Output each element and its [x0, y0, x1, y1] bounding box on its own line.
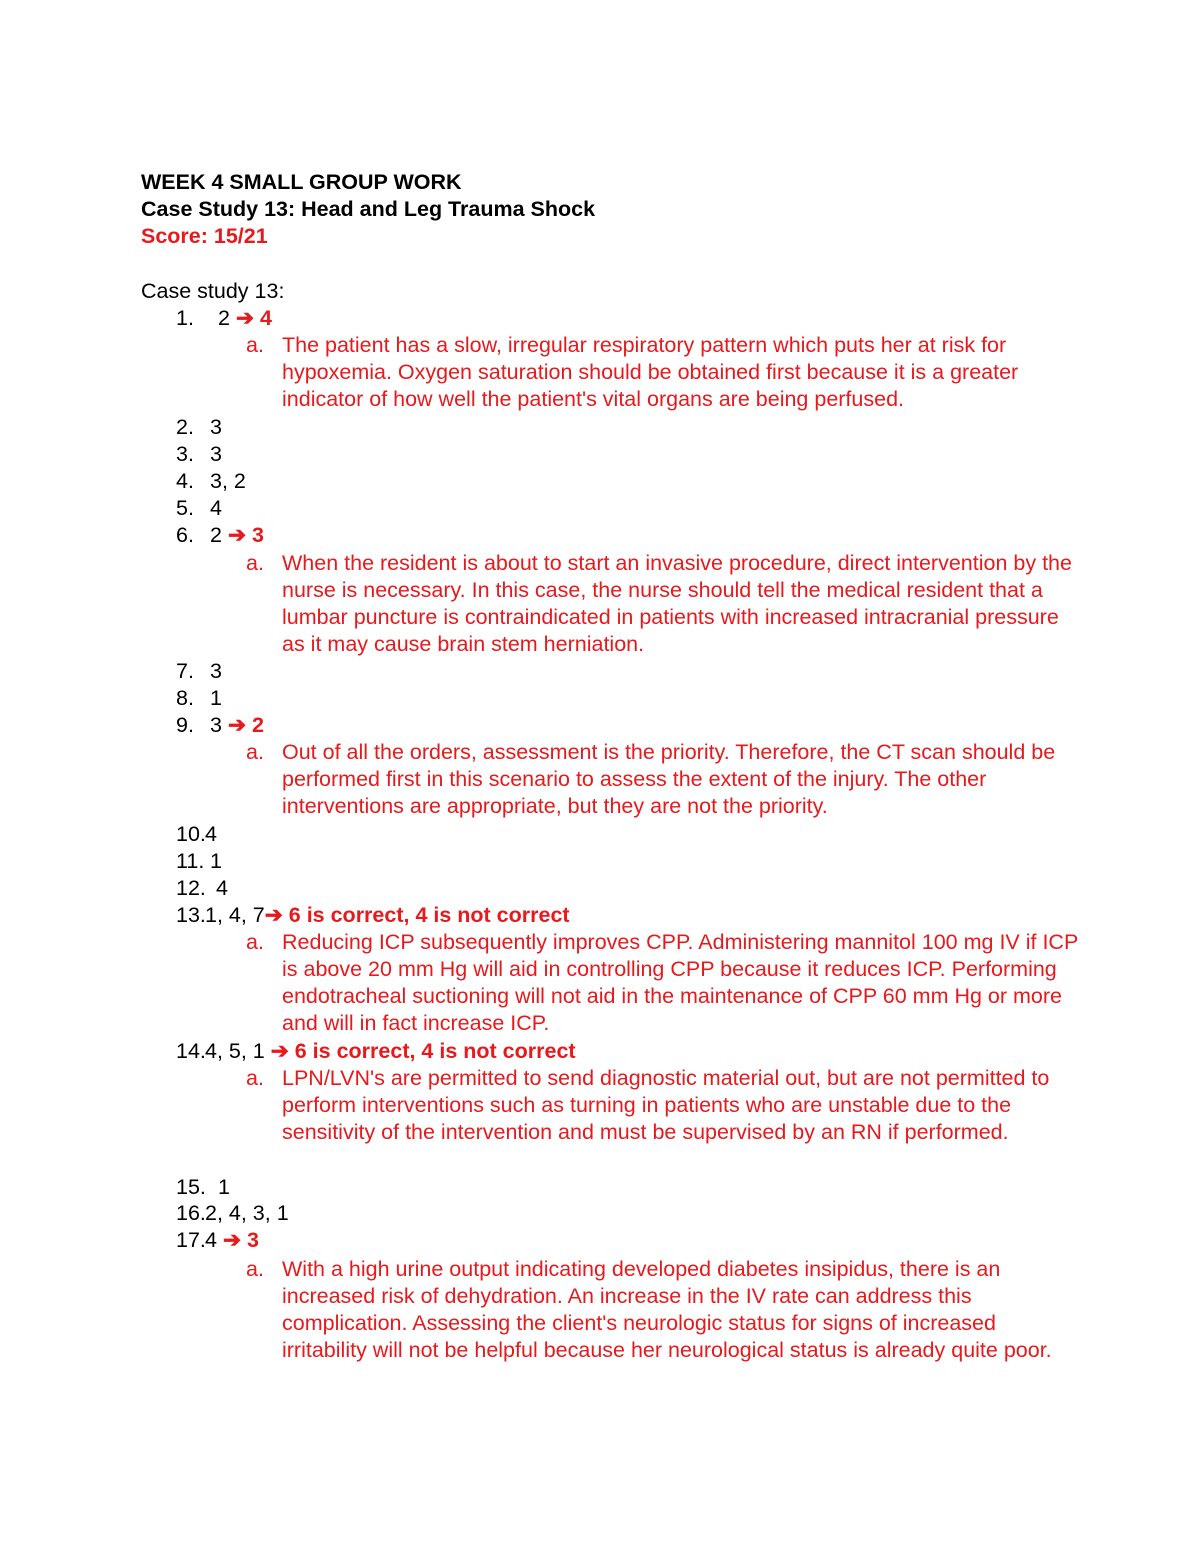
item-number: 10.	[176, 822, 206, 846]
note-letter: a.	[246, 1066, 264, 1090]
item-correction: 3	[246, 1228, 259, 1252]
item-answer: 1	[210, 686, 222, 710]
intro-heading: Case study 13:	[141, 279, 285, 303]
item-answer: 2 ➔ 3	[210, 523, 264, 547]
item-answer: 2 ➔ 4	[218, 306, 272, 330]
item-correction: 2	[251, 713, 264, 737]
item-number: 6.	[176, 523, 194, 547]
item-number: 14.	[176, 1039, 206, 1063]
item-answer: 1	[218, 1175, 230, 1199]
note-letter: a.	[246, 1257, 264, 1281]
item-answer: 4 ➔ 3	[205, 1228, 259, 1252]
item-note: The patient has a slow, irregular respiratory pattern which puts her at risk for hypoxemia. Oxygen saturation should be obtained first because it is a greater indicator of how well the patient's vital organs are being perfused.	[282, 333, 1019, 412]
item-number: 8.	[176, 686, 194, 710]
item-number: 7.	[176, 659, 194, 683]
note-letter: a.	[246, 333, 264, 357]
case-study-title: Case Study 13: Head and Leg Trauma Shock	[141, 197, 596, 221]
item-correction: 6 is correct, 4 is not correct	[288, 903, 570, 927]
arrow-icon: ➔	[270, 1039, 289, 1063]
item-number: 17.	[176, 1228, 206, 1252]
item-answer: 3 ➔ 2	[210, 713, 264, 737]
item-answer: 4	[205, 822, 217, 846]
arrow-icon: ➔	[227, 523, 246, 547]
item-number: 11.	[176, 849, 205, 873]
item-number: 15.	[176, 1175, 206, 1199]
item-answer: 4	[210, 496, 222, 520]
note-letter: a.	[246, 930, 264, 954]
item-note: Out of all the orders, assessment is the priority. Therefore, the CT scan should be performed first in this scenario to assess the extent of the injury. The other interventions are appropriate, but they are not the priority.	[282, 740, 1056, 819]
item-answer: 3, 2	[210, 469, 246, 493]
item-answer: 2, 4, 3, 1	[205, 1201, 289, 1225]
item-answer: 4	[216, 876, 228, 900]
item-number: 4.	[176, 469, 194, 493]
item-note: With a high urine output indicating developed diabetes insipidus, there is an increased risk of dehydration. An increase in the IV rate can address this complication. Assessing the client's neurologic status for signs of increased irritability will not be helpful because her neurological status is already quite poor.	[282, 1257, 1052, 1363]
item-note: When the resident is about to start an invasive procedure, direct intervention by the nurse is necessary. In this case, the nurse should tell the medical resident that a lumbar puncture is contraindicated in patients with increased intracranial pressure as it may cause brain stem herniation.	[282, 551, 1072, 657]
item-note: Reducing ICP subsequently improves CPP. Administering mannitol 100 mg IV if ICP is above 20 mm Hg will aid in controlling CPP because it reduces ICP. Performing endotracheal suctioning will not aid in the maintenance of CPP 60 mm Hg or more and will in fact increase ICP.	[282, 930, 1078, 1036]
item-answer: 1, 4, 7➔ 6 is correct, 4 is not correct	[205, 903, 570, 927]
item-correction: 3	[251, 523, 264, 547]
item-number: 5.	[176, 496, 194, 520]
item-answer: 3	[210, 415, 222, 439]
item-number: 12.	[176, 876, 206, 900]
arrow-icon: ➔	[222, 1228, 241, 1252]
note-letter: a.	[246, 740, 264, 764]
item-number: 16.	[176, 1201, 206, 1225]
item-number: 3.	[176, 442, 194, 466]
score: Score: 15/21	[141, 224, 268, 248]
note-letter: a.	[246, 551, 264, 575]
item-number: 2.	[176, 415, 194, 439]
item-number: 9.	[176, 713, 194, 737]
item-answer: 3	[210, 659, 222, 683]
item-answer: 4, 5, 1 ➔ 6 is correct, 4 is not correct	[205, 1039, 576, 1063]
item-note: LPN/LVN's are permitted to send diagnostic material out, but are not permitted to perform interventions such as turning in patients who are unstable due to the sensitivity of the intervention and must be supervised by an RN if performed.	[282, 1066, 1050, 1145]
item-correction: 4	[259, 306, 272, 330]
item-correction: 6 is correct, 4 is not correct	[294, 1039, 576, 1063]
item-answer: 1	[210, 849, 222, 873]
item-number: 13.	[176, 903, 206, 927]
item-answer: 3	[210, 442, 222, 466]
arrow-icon: ➔	[235, 306, 254, 330]
arrow-icon: ➔	[264, 903, 283, 927]
document-title: WEEK 4 SMALL GROUP WORK	[141, 170, 462, 194]
arrow-icon: ➔	[227, 713, 246, 737]
item-number: 1.	[176, 306, 194, 330]
